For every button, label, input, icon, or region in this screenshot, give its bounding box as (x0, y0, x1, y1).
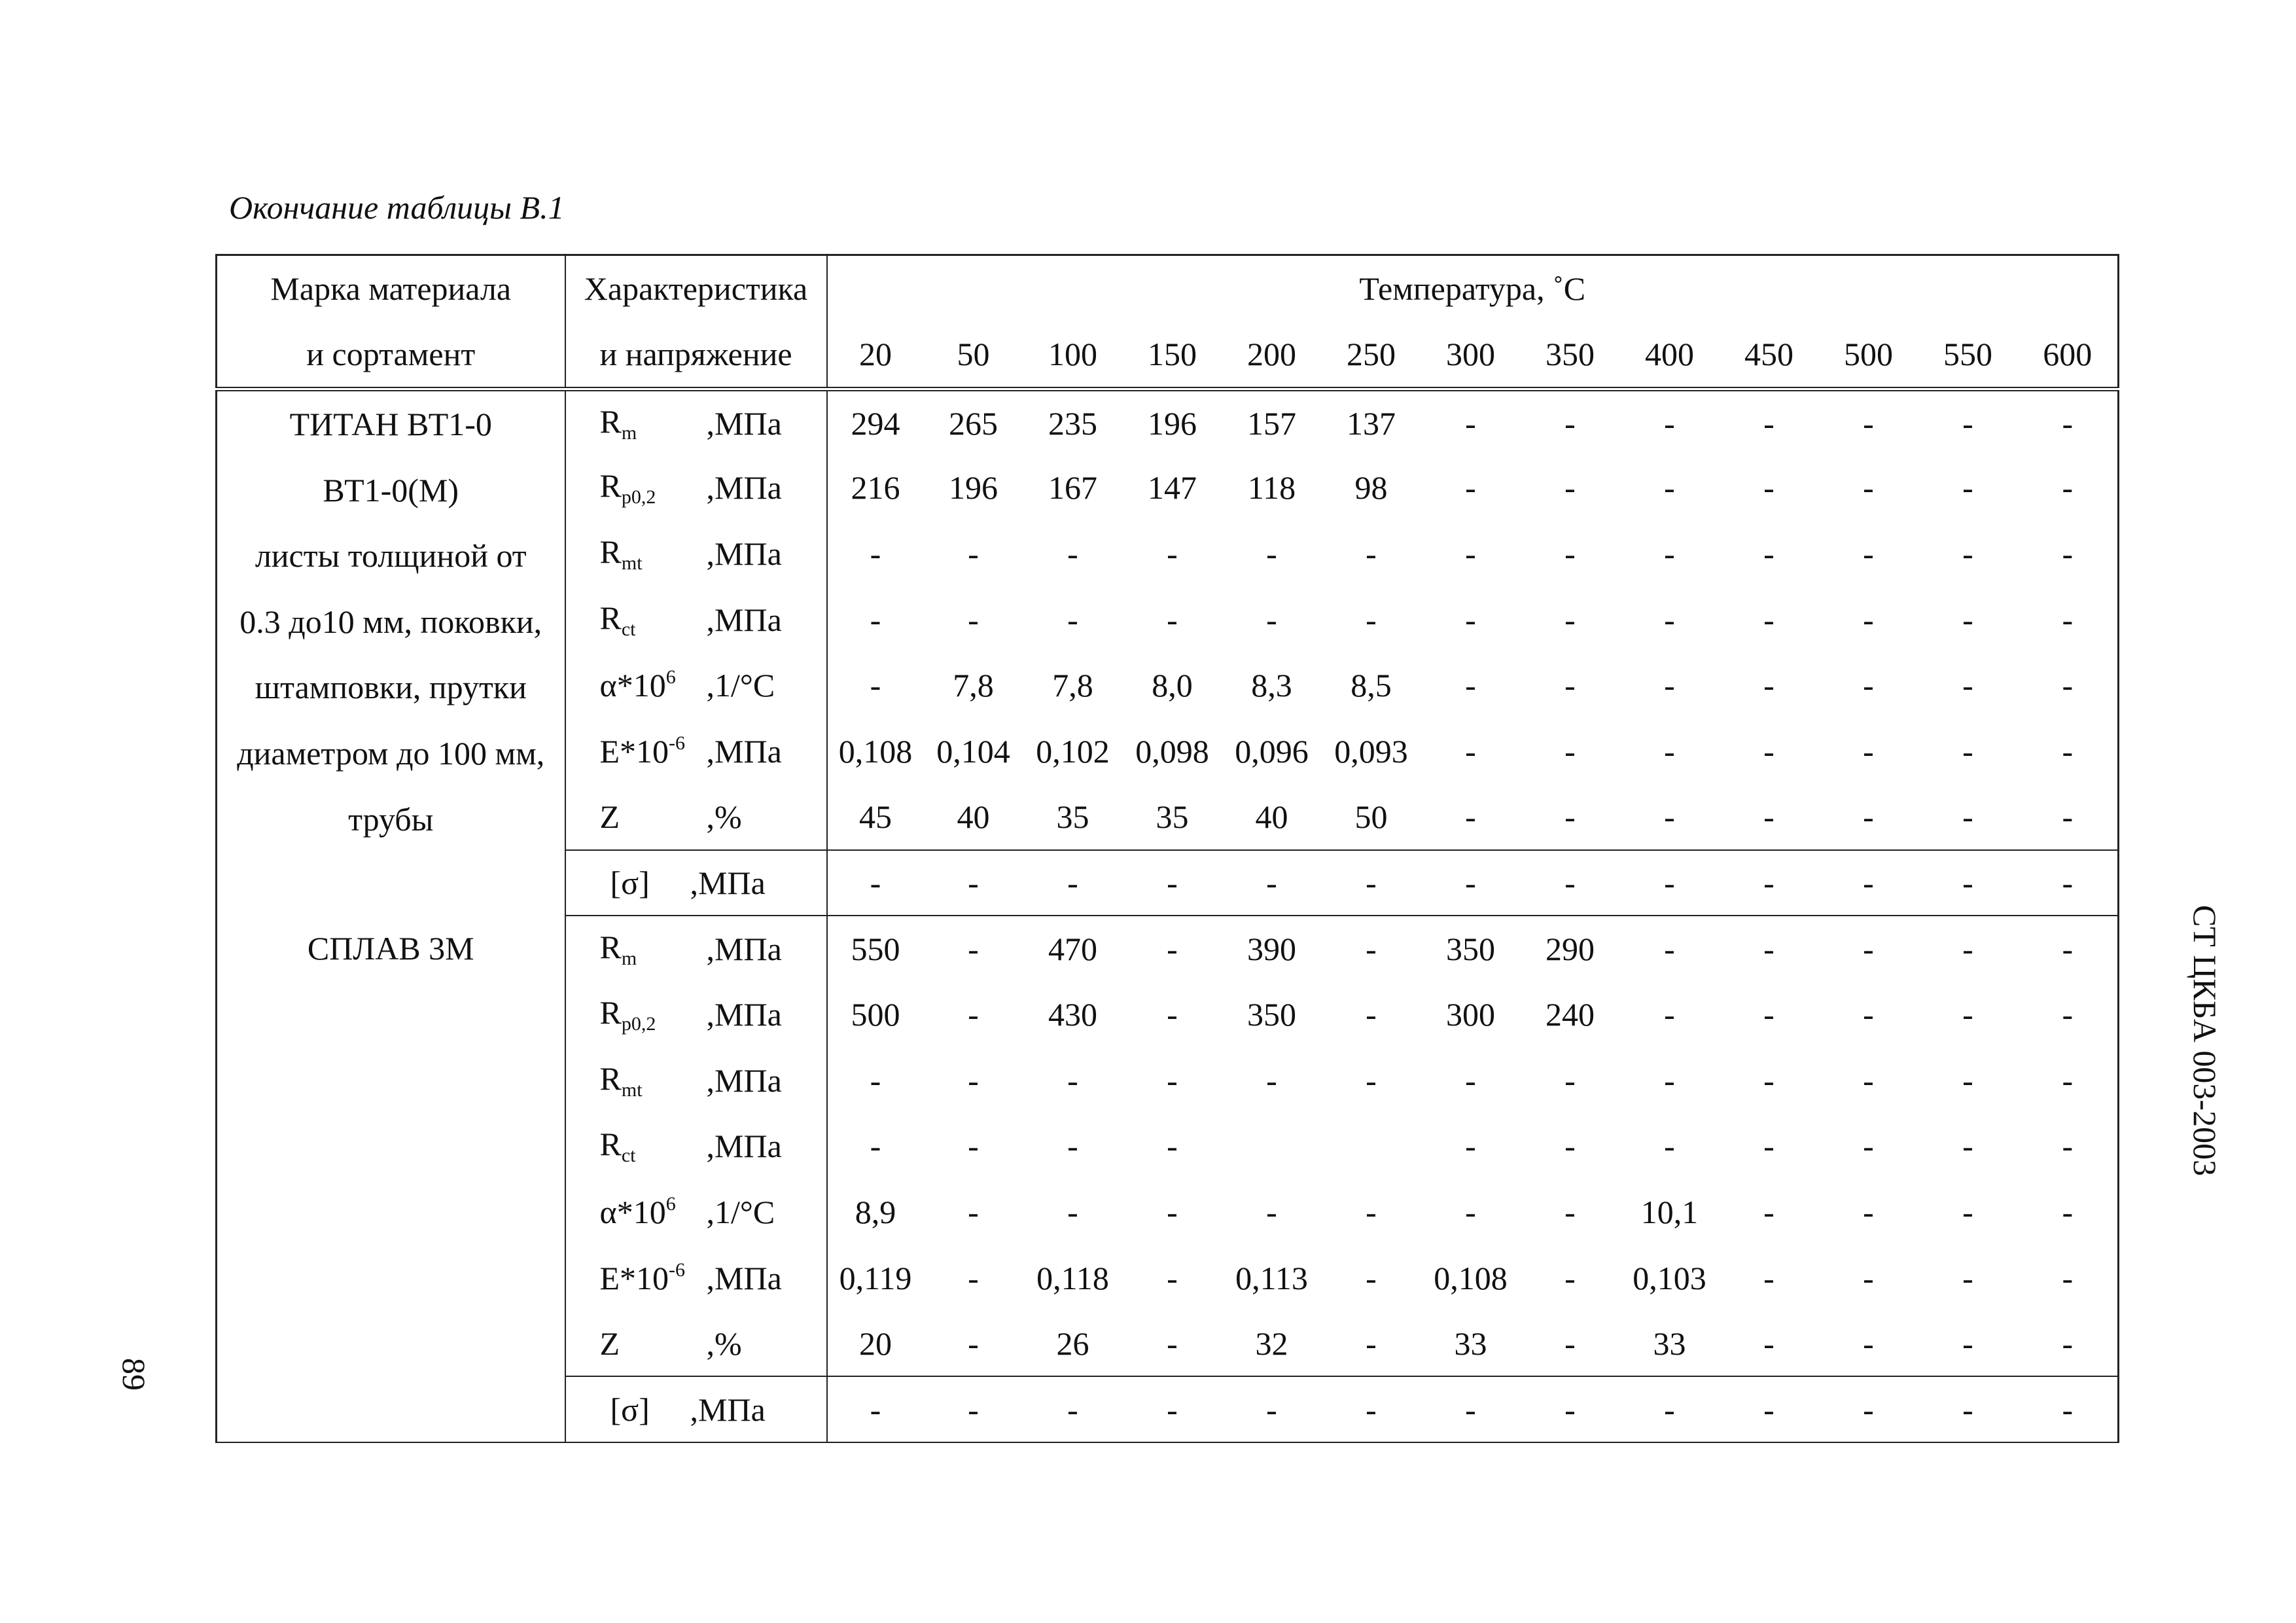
value-cell: - (1664, 732, 1675, 770)
header-temp: 500 (1819, 321, 1918, 389)
value-cell: - (924, 850, 1023, 916)
value-cell: - (924, 1376, 1023, 1442)
value-cell: - (1521, 850, 1620, 916)
value-cell: 196 (949, 469, 998, 507)
characteristic-symbol: $R_{ct}$ (599, 599, 636, 640)
value-cell: 7,8 (1052, 667, 1093, 704)
value-cell: - (2018, 1311, 2119, 1377)
value-cell: 118 (1247, 469, 1296, 507)
value-cell: - (1067, 1061, 1078, 1099)
value-cell: 167 (1048, 469, 1097, 507)
characteristic-symbol: [σ] (610, 1391, 650, 1428)
value-cell: - (1465, 1061, 1476, 1099)
value-cell: - (1564, 404, 1576, 442)
value-cell: - (2018, 850, 2119, 916)
value-cell: 50 (1354, 798, 1388, 835)
document-code: СТ ЦКБА 003-2003 (2187, 904, 2223, 1177)
value-cell: - (2018, 521, 2119, 587)
value-cell: - (1067, 1128, 1078, 1165)
value-cell: - (2018, 1113, 2119, 1179)
material-line: диаметром до 100 мм, (237, 734, 545, 772)
value-cell: - (1465, 667, 1476, 704)
header-temp: 300 (1421, 321, 1521, 389)
value-cell: - (1863, 469, 1874, 507)
material-line: трубы (348, 800, 434, 838)
value-cell: - (1763, 1325, 1775, 1362)
characteristic-cell (565, 982, 827, 1048)
value-cell (1322, 1113, 1421, 1179)
characteristic-unit: ,МПа (690, 1391, 766, 1428)
value-cell: - (2018, 718, 2119, 784)
value-cell: - (1863, 1193, 1874, 1230)
value-cell: - (1962, 601, 1973, 638)
value-cell: - (2018, 784, 2119, 850)
value-cell: - (1564, 667, 1576, 704)
table-caption: Окончание таблицы В.1 (229, 189, 565, 226)
value-cell: - (1664, 535, 1675, 572)
header-temp: 20 (827, 321, 924, 389)
value-cell: - (870, 535, 881, 572)
value-cell: - (2018, 916, 2119, 982)
value-cell: - (968, 1128, 979, 1165)
characteristic-cell (565, 1311, 827, 1377)
material-line: ВТ1-0(М) (323, 471, 459, 508)
value-cell: - (1863, 1061, 1874, 1099)
value-cell: - (827, 1376, 924, 1442)
characteristic-unit: ,МПа (706, 1128, 782, 1165)
value-cell: - (827, 850, 924, 916)
header-temp: 50 (924, 321, 1023, 389)
value-cell: - (1720, 1376, 1819, 1442)
value-cell: 20 (859, 1325, 892, 1362)
value-cell: 294 (851, 404, 900, 442)
value-cell: 147 (1148, 469, 1197, 507)
characteristic-symbol: $R_{mt}$ (599, 533, 643, 574)
value-cell: 265 (949, 404, 998, 442)
characteristic-cell (565, 718, 827, 784)
value-cell: 10,1 (1640, 1193, 1699, 1230)
value-cell: 157 (1247, 404, 1296, 442)
value-cell: - (2018, 1179, 2119, 1245)
value-cell: - (1564, 798, 1576, 835)
value-cell: - (1962, 1193, 1973, 1230)
header-temp: 600 (2018, 321, 2119, 389)
characteristic-unit: ,МПа (706, 404, 782, 442)
value-cell: - (1962, 931, 1973, 968)
value-cell: 240 (1545, 996, 1595, 1033)
value-cell: - (1266, 1193, 1277, 1230)
characteristic-symbol: $R_m$ (599, 402, 637, 444)
value-cell: - (1863, 1128, 1874, 1165)
value-cell: 0,104 (936, 732, 1010, 770)
header-temp: 550 (1918, 321, 2018, 389)
characteristic-symbol: $E*10^{-6}$ (599, 1258, 686, 1296)
value-cell: - (1962, 1061, 1973, 1099)
value-cell: - (1863, 996, 1874, 1033)
value-cell: - (1564, 1259, 1576, 1296)
value-cell: - (1763, 1128, 1775, 1165)
characteristic-unit: ,МПа (706, 931, 782, 968)
value-cell: - (1763, 1259, 1775, 1296)
value-cell: - (1664, 404, 1675, 442)
value-cell: - (1664, 931, 1675, 968)
value-cell: - (1266, 601, 1277, 638)
value-cell: 35 (1156, 798, 1189, 835)
value-cell: 470 (1048, 931, 1097, 968)
value-cell: 500 (851, 996, 900, 1033)
value-cell: - (1564, 732, 1576, 770)
characteristic-symbol: $E*10^{-6}$ (599, 732, 686, 770)
value-cell: 35 (1056, 798, 1089, 835)
material-line: штамповки, прутки (255, 669, 527, 706)
value-cell: - (1465, 1193, 1476, 1230)
value-cell: - (1366, 1061, 1377, 1099)
value-cell: 0,108 (838, 732, 913, 770)
value-cell: - (1863, 732, 1874, 770)
value-cell: - (1763, 601, 1775, 638)
value-cell: - (1366, 535, 1377, 572)
value-cell (1222, 1113, 1322, 1179)
value-cell: 45 (859, 798, 892, 835)
value-cell: 300 (1446, 996, 1495, 1033)
value-cell: - (1266, 1061, 1277, 1099)
value-cell: - (1521, 1376, 1620, 1442)
value-cell: 8,9 (855, 1193, 896, 1230)
value-cell: 26 (1056, 1325, 1089, 1362)
header-temp: 100 (1023, 321, 1123, 389)
value-cell: - (1167, 1259, 1178, 1296)
characteristic-symbol: $R_{p0,2}$ (599, 994, 656, 1035)
value-cell: - (1763, 667, 1775, 704)
value-cell: - (1366, 1259, 1377, 1296)
value-cell: - (1067, 535, 1078, 572)
characteristic-unit: ,МПа (706, 996, 782, 1033)
value-cell: - (2018, 1245, 2119, 1311)
header-temp: 250 (1322, 321, 1421, 389)
characteristic-symbol: $R_m$ (599, 929, 637, 970)
material-cell (217, 916, 565, 1442)
header-characteristic-line1: Характеристика (565, 255, 827, 322)
value-cell: - (2018, 982, 2119, 1048)
characteristic-cell (565, 916, 827, 982)
value-cell: - (1918, 1376, 2018, 1442)
value-cell: - (1863, 1325, 1874, 1362)
value-cell: - (1863, 1259, 1874, 1296)
value-cell: - (1167, 601, 1178, 638)
value-cell: - (1763, 996, 1775, 1033)
header-temp: 400 (1620, 321, 1720, 389)
value-cell: - (1167, 1128, 1178, 1165)
characteristic-symbol: $R_{p0,2}$ (599, 467, 656, 508)
value-cell: - (1167, 1061, 1178, 1099)
value-cell: - (2018, 455, 2119, 521)
value-cell: - (1564, 535, 1576, 572)
value-cell: - (968, 1193, 979, 1230)
table-row (217, 916, 2119, 982)
characteristic-symbol: $R_{mt}$ (599, 1060, 643, 1101)
value-cell: - (1564, 1128, 1576, 1165)
value-cell: - (1564, 601, 1576, 638)
value-cell: 7,8 (953, 667, 994, 704)
value-cell: - (1123, 1376, 1222, 1442)
material-line: СПЛАВ 3М (307, 930, 474, 967)
value-cell: - (1664, 667, 1675, 704)
value-cell: - (1962, 732, 1973, 770)
value-cell: - (1763, 469, 1775, 507)
value-cell: 98 (1354, 469, 1388, 507)
characteristic-unit: ,МПа (706, 535, 782, 572)
value-cell: - (1322, 850, 1421, 916)
characteristic-symbol: Z (599, 1325, 620, 1362)
value-cell: 0,102 (1036, 732, 1110, 770)
value-cell: 137 (1347, 404, 1396, 442)
value-cell: 40 (1255, 798, 1288, 835)
value-cell: - (1664, 798, 1675, 835)
characteristic-unit: ,% (706, 1325, 742, 1362)
value-cell: - (1863, 535, 1874, 572)
characteristic-cell (565, 1113, 827, 1179)
value-cell: - (1167, 1325, 1178, 1362)
value-cell: - (1620, 850, 1720, 916)
characteristic-cell (565, 850, 827, 916)
characteristic-unit: ,1/°C (706, 1193, 775, 1230)
value-cell: - (870, 1061, 881, 1099)
material-line: ТИТАН ВТ1-0 (289, 406, 492, 442)
value-cell: 350 (1247, 996, 1296, 1033)
value-cell: - (1664, 1128, 1675, 1165)
characteristic-cell (565, 586, 827, 652)
value-cell: 8,0 (1152, 667, 1193, 704)
value-cell: - (1067, 601, 1078, 638)
characteristic-unit: ,1/°C (706, 667, 775, 704)
value-cell: - (1664, 996, 1675, 1033)
value-cell: - (1962, 469, 1973, 507)
value-cell: - (1763, 535, 1775, 572)
value-cell: - (1863, 931, 1874, 968)
characteristic-unit: ,МПа (706, 469, 782, 507)
value-cell: - (1465, 535, 1476, 572)
characteristic-symbol: $\alpha*10^6$ (599, 666, 676, 704)
value-cell: - (968, 535, 979, 572)
value-cell: - (1962, 667, 1973, 704)
value-cell: - (1763, 732, 1775, 770)
value-cell: 216 (851, 469, 900, 507)
value-cell: - (1465, 732, 1476, 770)
header-temp: 200 (1222, 321, 1322, 389)
characteristic-unit: ,МПа (706, 601, 782, 638)
characteristic-symbol: Z (599, 798, 620, 835)
value-cell: 350 (1446, 931, 1495, 968)
value-cell: - (1167, 996, 1178, 1033)
value-cell: 0,119 (839, 1259, 912, 1296)
value-cell: - (1918, 850, 2018, 916)
value-cell: - (1819, 850, 1918, 916)
value-cell: - (1962, 1128, 1973, 1165)
value-cell: - (1664, 1061, 1675, 1099)
value-cell: 0,096 (1235, 732, 1309, 770)
value-cell: - (1664, 469, 1675, 507)
value-cell: - (2018, 652, 2119, 719)
value-cell: - (1564, 1325, 1576, 1362)
value-cell: - (1962, 798, 1973, 835)
page-number: 89 (116, 1358, 152, 1391)
value-cell: - (1421, 850, 1521, 916)
characteristic-symbol: $\alpha*10^6$ (599, 1192, 676, 1230)
value-cell: - (1863, 601, 1874, 638)
value-cell: - (1620, 1376, 1720, 1442)
value-cell: 196 (1148, 404, 1197, 442)
value-cell: - (1465, 469, 1476, 507)
value-cell: - (1863, 404, 1874, 442)
value-cell: - (1763, 931, 1775, 968)
material-line: 0.3 до10 мм, поковки, (239, 603, 542, 640)
value-cell: - (1167, 931, 1178, 968)
value-cell: - (1366, 931, 1377, 968)
characteristic-unit: ,МПа (706, 1259, 782, 1296)
value-cell: - (1720, 850, 1819, 916)
value-cell: - (1564, 469, 1576, 507)
value-cell: - (1167, 1193, 1178, 1230)
value-cell: 33 (1454, 1325, 1487, 1362)
header-temp: 150 (1123, 321, 1222, 389)
characteristic-cell (565, 784, 827, 850)
value-cell: 390 (1247, 931, 1296, 968)
table-body (217, 389, 2119, 1443)
value-cell: - (1023, 1376, 1123, 1442)
value-cell: - (1366, 1325, 1377, 1362)
characteristic-cell (565, 1047, 827, 1113)
value-cell: - (1962, 1325, 1973, 1362)
value-cell: 40 (957, 798, 990, 835)
value-cell: 235 (1048, 404, 1097, 442)
characteristic-cell (565, 1245, 827, 1311)
characteristic-symbol: $R_{ct}$ (599, 1126, 636, 1167)
characteristic-unit: ,% (706, 798, 742, 835)
table-header (217, 255, 2119, 389)
value-cell: - (1763, 798, 1775, 835)
value-cell: - (1962, 996, 1973, 1033)
characteristic-symbol: [σ] (610, 864, 650, 901)
characteristic-unit: ,МПа (706, 1061, 782, 1099)
value-cell: - (1222, 850, 1322, 916)
value-cell: - (1123, 850, 1222, 916)
value-cell: - (1564, 1061, 1576, 1099)
value-cell: - (968, 1259, 979, 1296)
value-cell: - (1465, 404, 1476, 442)
header-temp: 450 (1720, 321, 1819, 389)
value-cell: - (2018, 389, 2119, 455)
value-cell: - (1067, 1193, 1078, 1230)
material-properties-table (215, 254, 2119, 1443)
value-cell: - (1962, 404, 1973, 442)
value-cell: - (1366, 1193, 1377, 1230)
characteristic-cell (565, 652, 827, 719)
value-cell: 33 (1653, 1325, 1686, 1362)
header-characteristic-line2: и напряжение (565, 321, 827, 389)
value-cell: - (1167, 535, 1178, 572)
value-cell: - (1322, 1376, 1421, 1442)
value-cell: - (968, 601, 979, 638)
characteristic-unit: ,МПа (706, 732, 782, 770)
characteristic-cell (565, 389, 827, 455)
value-cell: - (1366, 996, 1377, 1033)
value-cell: - (1763, 404, 1775, 442)
value-cell: 8,5 (1351, 667, 1392, 704)
value-cell: 0,103 (1633, 1259, 1706, 1296)
value-cell: 0,098 (1135, 732, 1209, 770)
characteristic-cell (565, 1179, 827, 1245)
value-cell: 550 (851, 931, 900, 968)
characteristic-unit: ,МПа (690, 864, 766, 901)
characteristic-cell (565, 521, 827, 587)
value-cell: - (1023, 850, 1123, 916)
value-cell: - (1763, 1193, 1775, 1230)
value-cell: - (2018, 1376, 2119, 1442)
value-cell: - (1863, 667, 1874, 704)
value-cell: 0,113 (1235, 1259, 1308, 1296)
table-row (217, 389, 2119, 455)
value-cell: - (1266, 535, 1277, 572)
material-cell (217, 389, 565, 916)
value-cell: - (1763, 1061, 1775, 1099)
material-line: листы толщиной от (255, 537, 527, 575)
value-cell: - (1222, 1376, 1322, 1442)
value-cell: - (1564, 1193, 1576, 1230)
value-cell: 0,118 (1036, 1259, 1109, 1296)
value-cell: 0,093 (1334, 732, 1408, 770)
value-cell: - (1962, 1259, 1973, 1296)
value-cell: - (870, 667, 881, 704)
value-cell: 290 (1545, 931, 1595, 968)
value-cell: 0,108 (1434, 1259, 1508, 1296)
value-cell: - (1465, 601, 1476, 638)
value-cell: - (870, 601, 881, 638)
value-cell: - (1863, 798, 1874, 835)
value-cell: - (1465, 798, 1476, 835)
value-cell: 8,3 (1251, 667, 1292, 704)
value-cell: - (1465, 1128, 1476, 1165)
value-cell: 430 (1048, 996, 1097, 1033)
header-material-line1: Марка материала (217, 255, 565, 322)
value-cell: - (968, 996, 979, 1033)
value-cell: - (968, 1325, 979, 1362)
characteristic-cell (565, 455, 827, 521)
value-cell: - (2018, 1047, 2119, 1113)
value-cell: - (968, 931, 979, 968)
header-temp: 350 (1521, 321, 1620, 389)
header-material-line2: и сортамент (217, 321, 565, 389)
value-cell: - (968, 1061, 979, 1099)
header-temperature-title: Температура, ˚С (827, 255, 2119, 322)
value-cell: - (1962, 535, 1973, 572)
value-cell: - (1664, 601, 1675, 638)
value-cell: - (2018, 586, 2119, 652)
value-cell: - (870, 1128, 881, 1165)
value-cell: 32 (1255, 1325, 1288, 1362)
characteristic-cell (565, 1376, 827, 1442)
value-cell: - (1366, 601, 1377, 638)
value-cell: - (1819, 1376, 1918, 1442)
value-cell: - (1421, 1376, 1521, 1442)
